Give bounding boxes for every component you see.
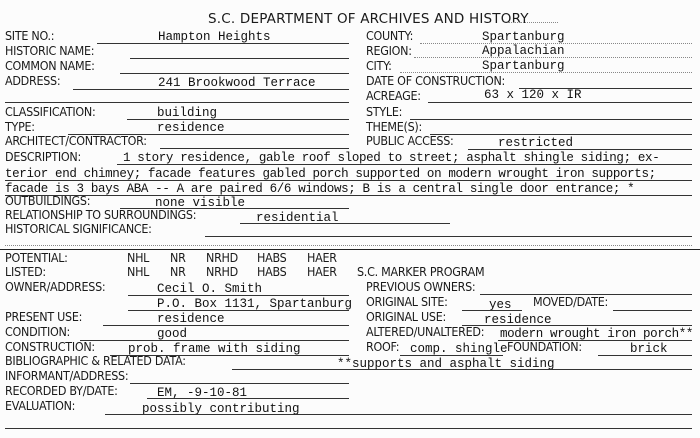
address-value: 241 Brookwood Terrace [158,76,316,90]
condition-line [80,340,349,341]
owner-line-2: P.O. Box 1131, Spartanburg [157,297,353,311]
description-line-3: facade is 3 bays ABA -- A are paired 6/6 windows; B is a central single door entrance; * [5,182,635,196]
present-use-value: residence [157,312,225,326]
common-name-line [120,73,349,74]
listed-haer: HAER [307,265,337,279]
listed-nr: NR [170,265,186,279]
original-use-label: ORIGINAL USE: [366,310,446,324]
public-access-line [468,149,692,150]
bibliographic-value: **supports and asphalt siding [337,357,555,371]
site-no-value: Hampton Heights [158,30,271,44]
header-leader [508,22,558,23]
historic-name-line [130,58,349,59]
original-site-value: yes [489,298,512,312]
evaluation-line-2 [5,428,692,429]
historical-significance-label: HISTORICAL SIGNIFICANCE: [5,222,152,236]
section-divider [0,249,700,250]
acreage-value: 63 x 120 x IR [484,88,582,102]
bibliographic-label: BIBLIOGRAPHIC & RELATED DATA: [5,354,186,368]
style-line [410,119,692,120]
moved-date-label: MOVED/DATE: [533,295,608,309]
outbuildings-label: OUTBUILDINGS: [5,194,91,208]
foundation-label: FOUNDATION: [507,340,582,354]
altered-label: ALTERED/UNALTERED: [366,325,485,339]
original-site-line [462,310,522,311]
description-rule-1 [117,164,692,165]
description-rule-2 [5,180,692,181]
listed-nrhd: NRHD [206,265,238,279]
region-label: REGION: [366,44,412,58]
evaluation-label: EVALUATION: [5,399,76,413]
site-no-line [97,43,349,44]
city-line [400,72,692,73]
address-label: ADDRESS: [5,74,61,88]
form-header: S.C. DEPARTMENT OF ARCHIVES AND HISTORY [208,11,529,27]
county-label: COUNTY: [366,29,414,43]
listed-label: LISTED: [5,265,46,279]
moved-date-line [613,310,692,311]
public-access-value: restricted [498,136,574,150]
potential-nrhd: NRHD [206,251,238,265]
owner-rule-1 [128,295,349,296]
condition-value: good [157,327,188,341]
altered-value: modern wrought iron porch** [500,327,694,341]
significance-extra-line [5,245,692,246]
outbuildings-value: none visible [155,196,246,210]
description-label: DESCRIPTION: [5,150,81,164]
theme-line [430,134,692,135]
acreage-line [428,102,692,103]
original-use-line [462,325,692,326]
potential-habs: HABS [257,251,287,265]
theme-label: THEME(S): [366,120,422,134]
city-label: CITY: [366,59,392,73]
county-value: Spartanburg [482,30,565,44]
description-rule-3 [5,195,692,196]
foundation-line [598,355,692,356]
style-label: STYLE: [366,105,403,119]
public-access-label: PUBLIC ACCESS: [366,134,454,148]
region-line [414,57,692,58]
owner-address-label: OWNER/ADDRESS: [5,280,106,294]
classification-value: building [157,106,218,120]
construction-label: CONSTRUCTION: [5,340,95,354]
type-value: residence [157,121,225,135]
relationship-label: RELATIONSHIP TO SURROUNDINGS: [5,208,197,222]
listed-habs: HABS [257,265,287,279]
region-value: Appalachian [482,44,565,58]
informant-label: INFORMANT/ADDRESS: [5,369,129,383]
site-no-label: SITE NO.: [5,29,55,43]
informant-line [130,383,349,384]
present-use-line [103,325,349,326]
architect-line [160,148,349,149]
city-value: Spartanburg [482,59,565,73]
owner-rule-2 [128,310,349,311]
acreage-label: ACREAGE: [366,89,421,103]
evaluation-line [105,414,692,415]
historical-significance-line [205,236,692,237]
description-line-2: terior end chimney; facade features gabled porch supported on modern wrought iron supports; [5,167,656,181]
address-line [73,89,349,90]
original-use-value: residence [484,313,552,327]
previous-owners-label: PREVIOUS OWNERS: [366,280,476,294]
historic-name-label: HISTORIC NAME: [5,44,95,58]
roof-value: comp. shingle [410,342,508,356]
original-site-label: ORIGINAL SITE: [366,295,448,309]
owner-line-1: Cecil O. Smith [157,282,263,296]
potential-nr: NR [170,251,186,265]
bibliographic-line [232,369,692,370]
potential-haer: HAER [307,251,337,265]
foundation-value: brick [630,342,668,356]
classification-line [127,119,349,120]
present-use-label: PRESENT USE: [5,310,83,324]
relationship-value: residential [256,211,339,225]
recorded-by-label: RECORDED BY/DATE: [5,384,118,398]
relationship-line [240,223,450,224]
address-line-2 [5,102,349,103]
recorded-by-value: EM, -9-10-81 [157,386,248,400]
type-label: TYPE: [5,120,35,134]
common-name-label: COMMON NAME: [5,59,95,73]
description-line-1: 1 story residence, gable roof sloped to street; asphalt shingle siding; ex- [123,151,660,165]
potential-nhl: NHL [127,251,150,265]
architect-label: ARCHITECT/CONTRACTOR: [5,134,147,148]
recorded-by-line [147,398,349,399]
construction-value: prob. frame with siding [128,342,301,356]
potential-label: POTENTIAL: [5,251,68,265]
roof-label: ROOF: [366,340,400,354]
classification-label: CLASSIFICATION: [5,105,96,119]
date-of-construction-label: DATE OF CONSTRUCTION: [366,74,506,88]
listed-nhl: NHL [127,265,150,279]
roof-line [400,355,503,356]
evaluation-value: possibly contributing [142,402,300,416]
condition-label: CONDITION: [5,325,71,339]
marker-program-label: S.C. MARKER PROGRAM [357,265,485,279]
